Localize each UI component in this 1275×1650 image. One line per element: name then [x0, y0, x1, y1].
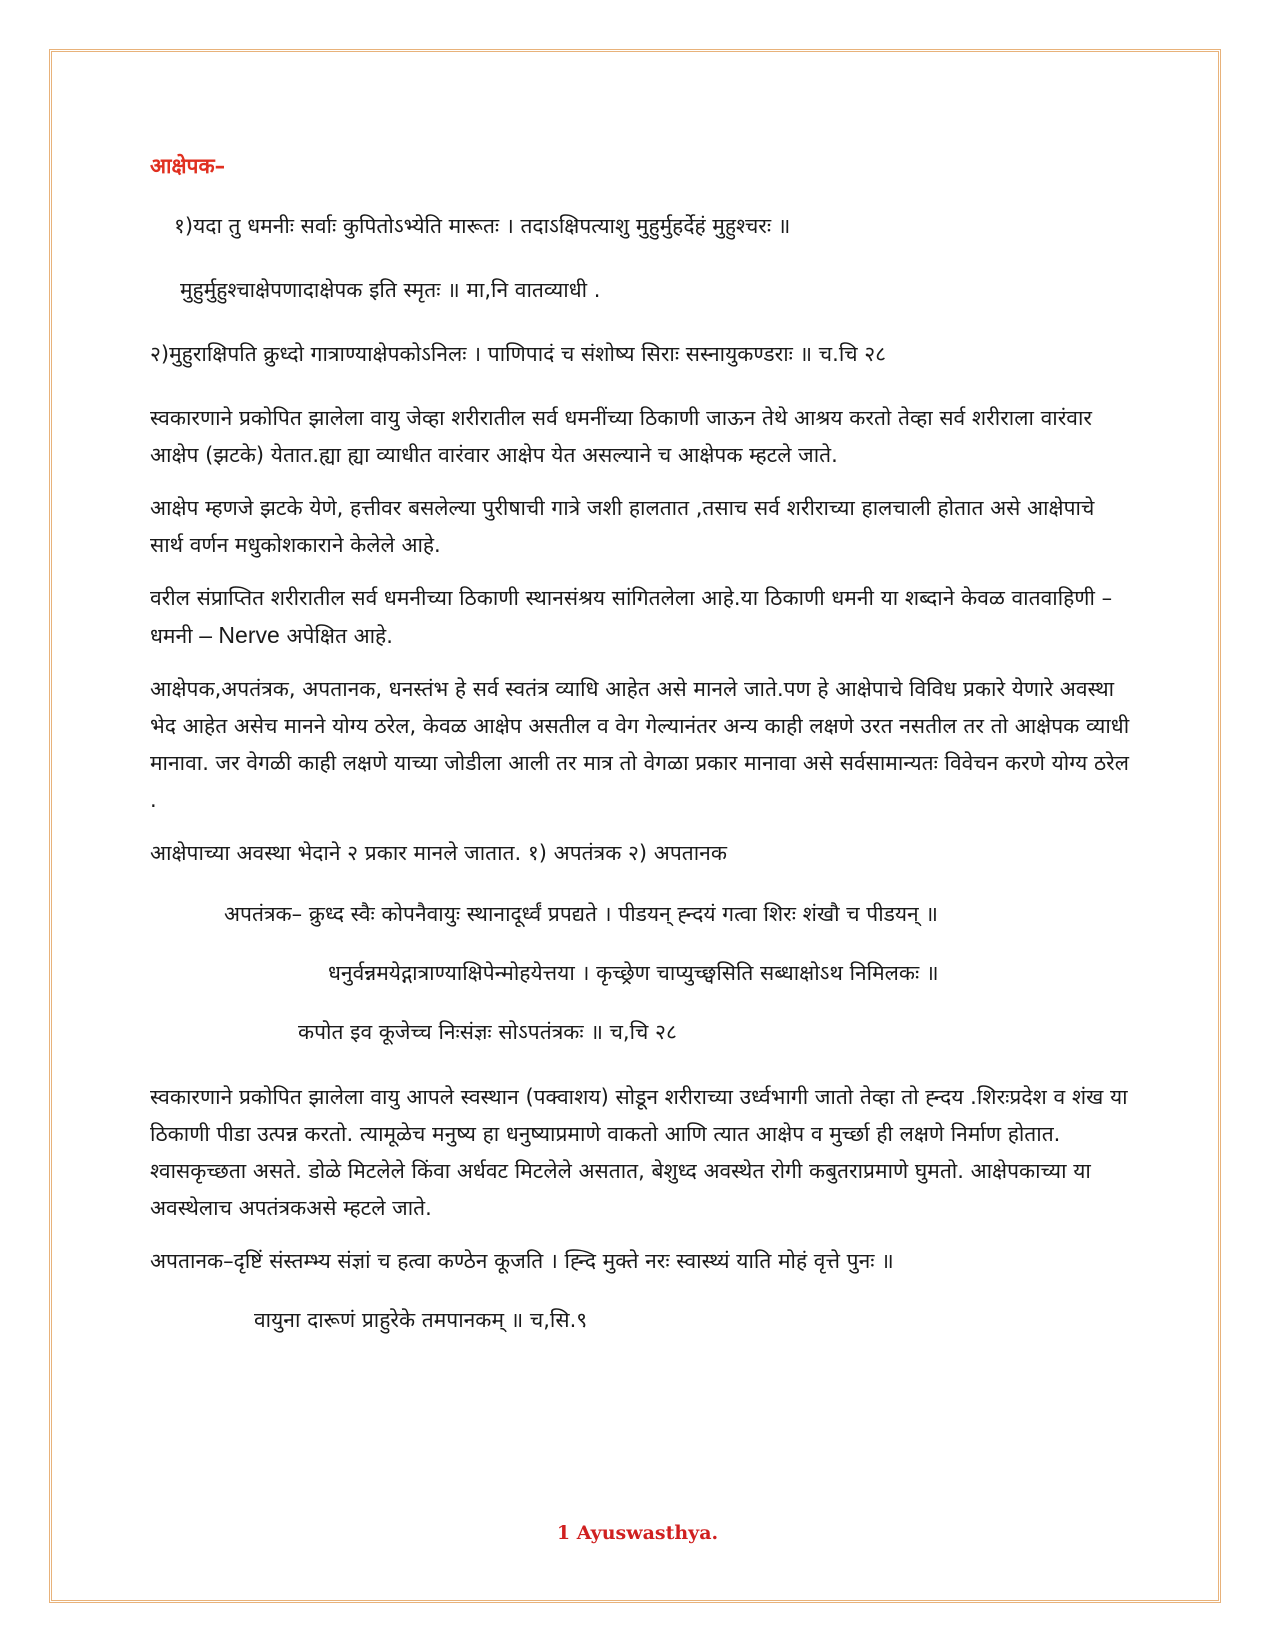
- paragraph-3: [150, 580, 1130, 655]
- paragraph-5: आक्षेपाच्या अवस्था भेदाने २ प्रकार मानले जातात. १) अपतंत्रक २) अपतानक: [150, 841, 727, 865]
- page-footer: 1 Ayuswasthya.: [556, 1522, 719, 1544]
- verse-1-continued: मुहुर्मुहुश्चाक्षेपणादाक्षेपक इति स्मृतः ॥ मा,नि वातव्याधी .: [180, 278, 601, 302]
- nerve-term: – Nerve: [199, 622, 280, 648]
- section-heading: आक्षेपक–: [150, 154, 226, 178]
- paragraph-4: आक्षेपक,अपतंत्रक, अपतानक, धनस्तंभ हे सर्व स्वतंत्र व्याधि आहेत असे मानले जाते.पण हे आक्षेपाचे विविध प्रकारे येणारे अवस्था भेद आहेत असेच मानने योग्य ठरेल, केवळ आक्षेप असतील व वेग गेल्यानंतर अन्य काही लक्षणे उरत नसतील तर तो आक्षेपक व्याधी मानावा. जर वेगळी काही लक्षणे याच्या जोडीला आली तर मात्र तो वेगळा प्रकार मानावा असे सर्वसामान्यतः विवेचन करणे योग्य ठरेल .: [150, 677, 1130, 812]
- paragraph-3-text-b: अपेक्षित आहे.: [279, 624, 393, 648]
- apatanaka-verse-1: अपतानक–दृष्टिं संस्तम्भ्य संज्ञां च हत्वा कण्ठेन कूजति । ह्न्दि मुक्ते नरः स्वास्थ्यं याति मोहं वृत्ते पुनः ॥: [150, 1249, 894, 1273]
- apatantraka-verse-3: कपोत इव कूजेच्च निःसंज्ञः सोऽपतंत्रकः ॥ च,चि २८: [298, 1020, 677, 1044]
- verse-2: २)मुहुराक्षिपति क्रुध्दो गात्राण्याक्षेपकोऽनिलः । पाणिपादं च संशोष्य सिराः सस्नायुकण्डराः ॥ च.चि २८: [150, 342, 887, 366]
- paragraph-6: स्वकारणाने प्रकोपित झालेला वायु आपले स्वस्थान (पक्वाशय) सोडून शरीराच्या उर्ध्वभागी जातो तेव्हा तो ह्न्दय .शिरःप्रदेश व शंख या ठिकाणी पीडा उत्पन्न करतो. त्यामूळेच मनुष्य हा धनुष्याप्रमाणे वाकतो आणि त्यात आक्षेप व मुर्च्छा ही लक्षणे निर्माण होतात. श्वासकृच्छता असते. डोळे मिटलेले किंवा अर्धवट मिटलेले असतात, बेशुध्द अवस्थेत रोगी कबुतराप्रमाणे घुमतो. आक्षेपकाच्या या अवस्थेलाच अपतंत्रकअसे म्हटले जाते.: [150, 1085, 1128, 1220]
- verse-1: १)यदा तु धमनीः सर्वाः कुपितोऽभ्येति मारूतः । तदाऽक्षिपत्याशु मुहुर्मुहर्देहं मुहुश्चरः ॥: [174, 214, 791, 238]
- apatantraka-verse-1: अपतंत्रक– क्रुध्द स्वैः कोपनैवायुः स्थानादूर्ध्वं प्रपद्यते । पीडयन् ह्न्दयं गत्वा शिरः शंखौ च पीडयन् ॥: [224, 902, 938, 926]
- apatanaka-verse-2: वायुना दारूणं प्राहुरेके तमपानकम् ॥ च,सि.९: [254, 1308, 588, 1332]
- apatantraka-verse-2: धनुर्वन्नमयेद्गात्राण्याक्षिपेन्मोहयेत्तया । कृच्छ्रेण चाप्युच्छ्वसिति सब्धाक्षोऽथ निमिलकः ॥: [328, 961, 939, 985]
- document-body: [150, 152, 1130, 1339]
- paragraph-1: स्वकारणाने प्रकोपित झालेला वायु जेव्हा शरीरातील सर्व धमनींच्या ठिकाणी जाऊन तेथे आश्रय करतो तेव्हा सर्व शरीराला वारंवार आक्षेप (झटके) येतात.ह्या ह्या व्याधीत वारंवार आक्षेप येत असल्याने च आक्षेपक म्हटले जाते.: [150, 406, 1092, 467]
- paragraph-2: आक्षेप म्हणजे झटके येणे, हत्तीवर बसलेल्या पुरीषाची गात्रे जशी हालतात ,तसाच सर्व शरीराच्या हालचाली होतात असे आक्षेपाचे सार्थ वर्णन मधुकोशकाराने केलेले आहे.: [150, 496, 1095, 557]
- paragraph-3-text-a: वरील संप्राप्तित शरीरातील सर्व धमनीच्या ठिकाणी स्थानसंश्रय सांगितलेला आहे.या ठिकाणी धमनी या शब्दाने केवळ वातवाहिणी –धमनी: [150, 586, 1113, 648]
